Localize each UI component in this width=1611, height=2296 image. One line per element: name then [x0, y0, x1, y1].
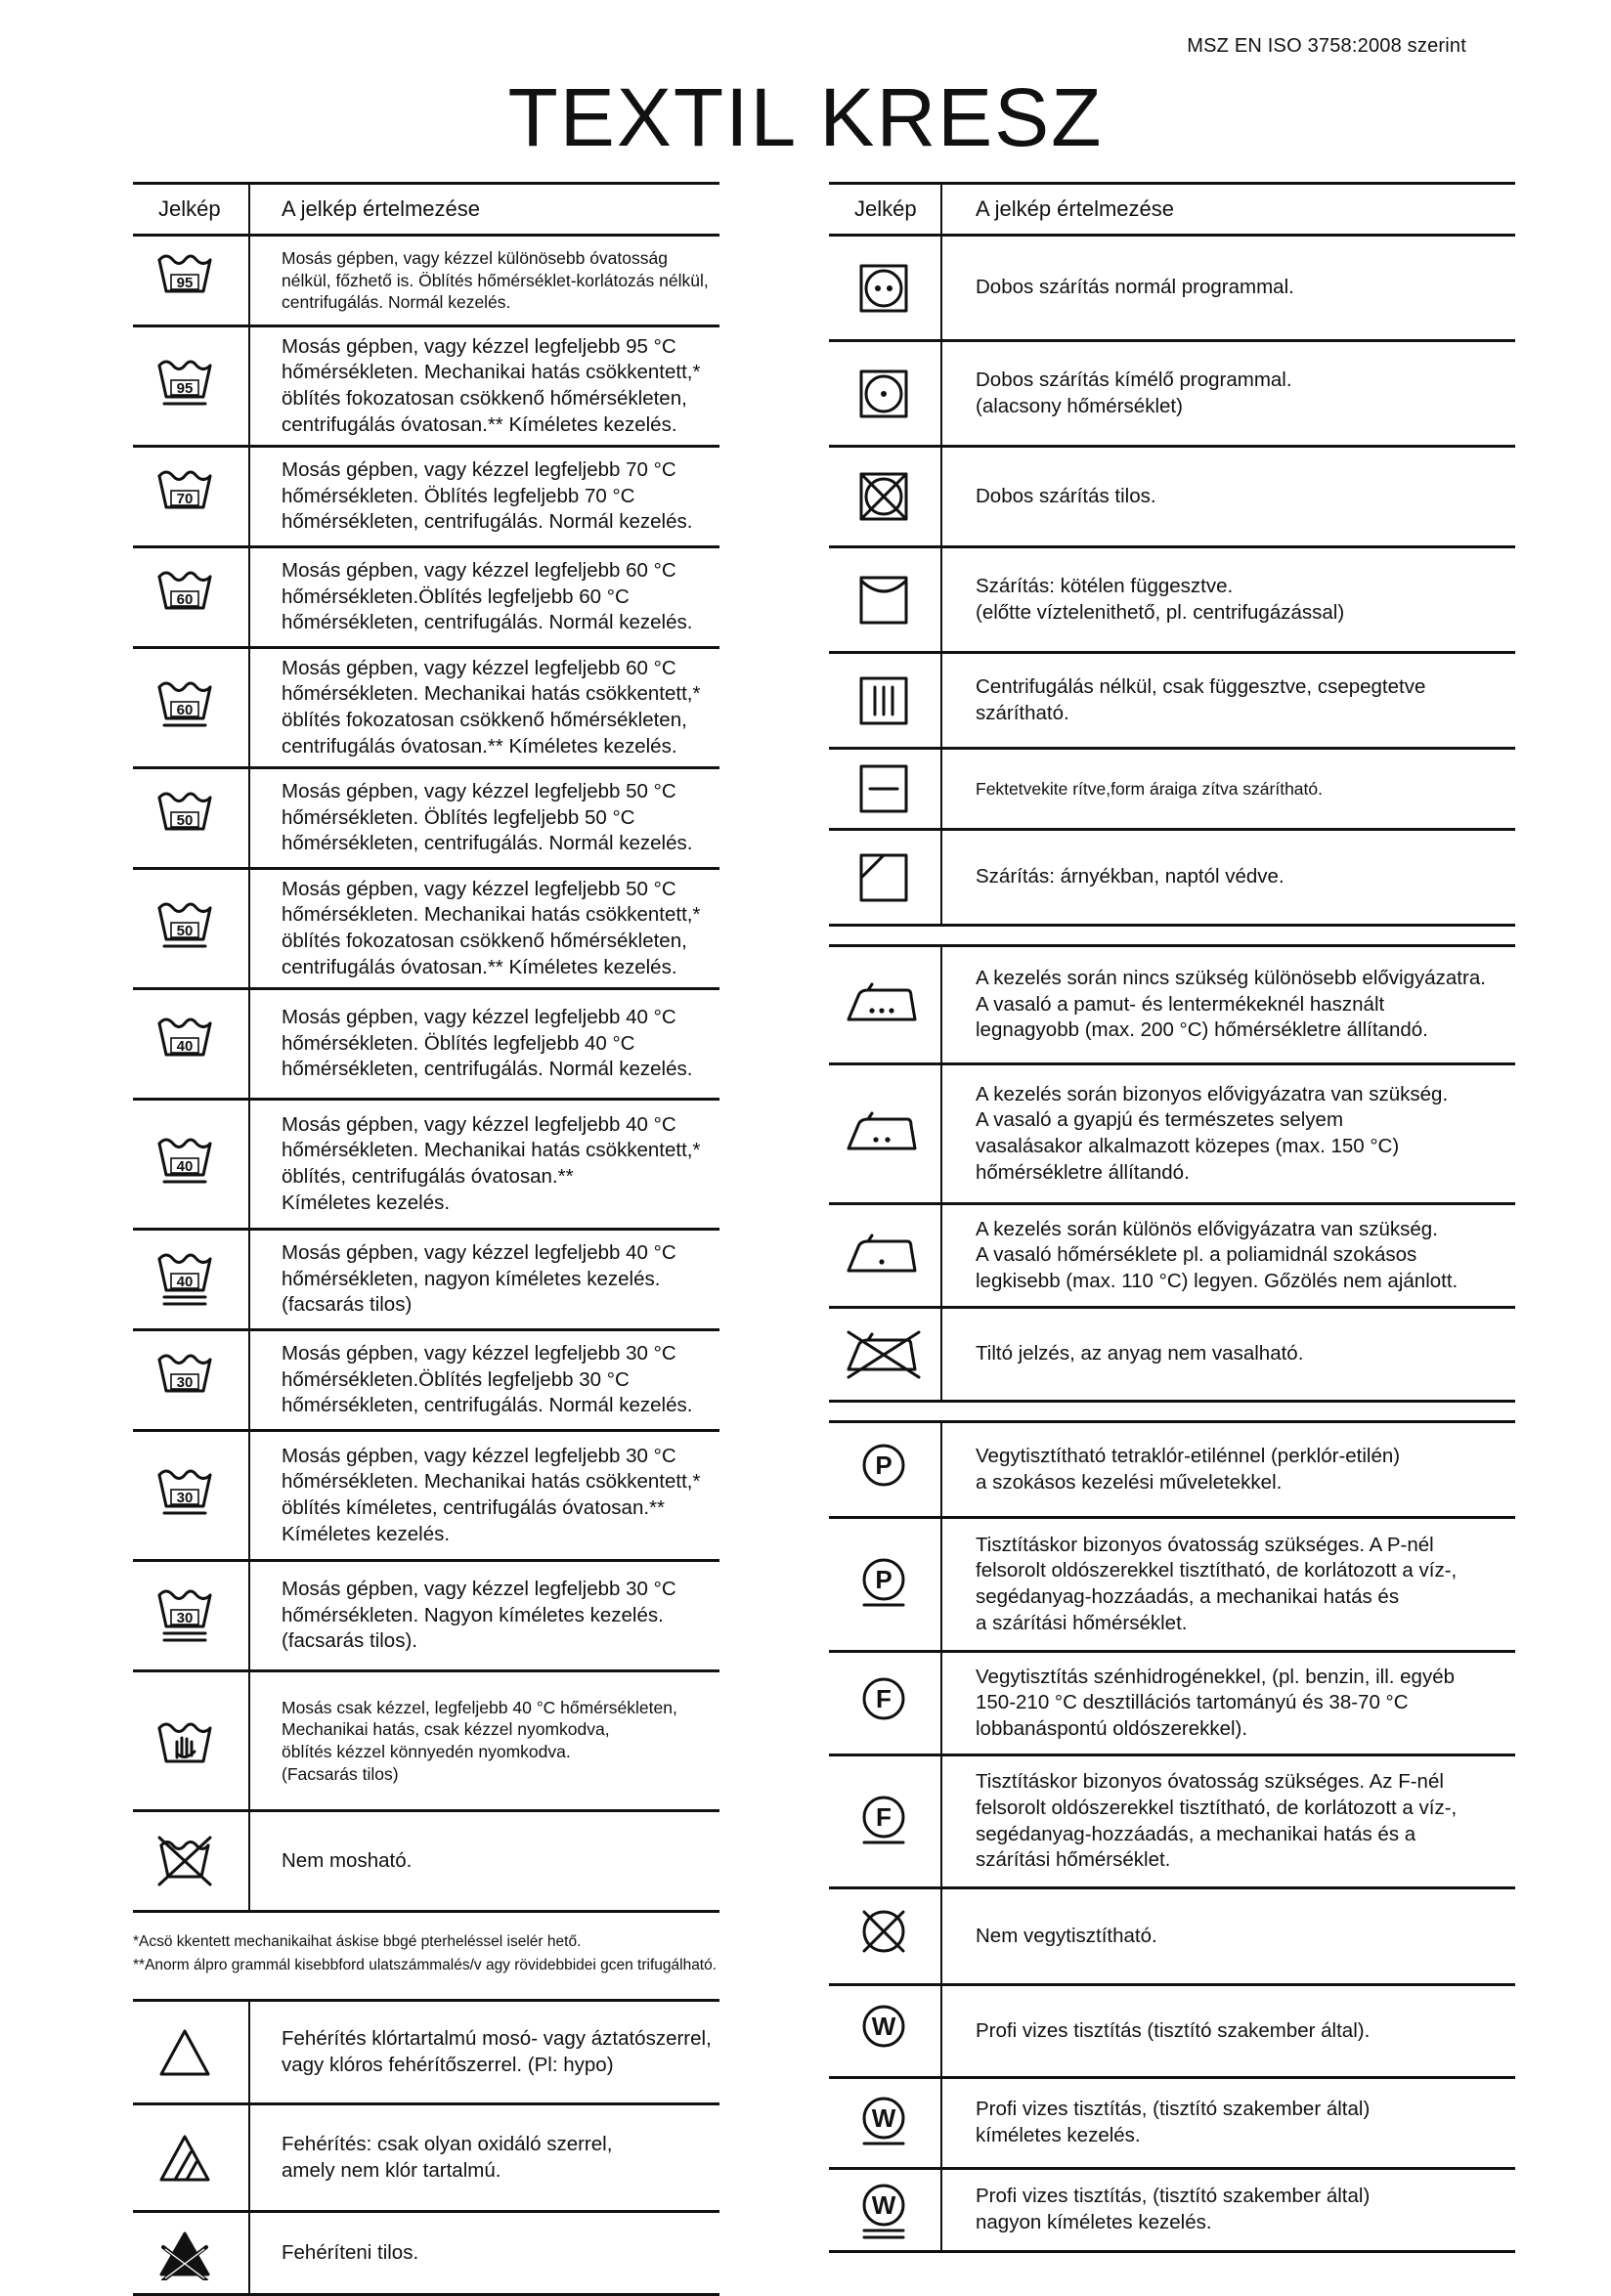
dryclean-f-icon: [829, 1653, 938, 1754]
symbol-description: Mosás gépben, vagy kézzel legfeljebb 60 °C hőmérsékleten.Öblítés legfeljebb 60 °C hőmérsékleten, centrifugálás. Normál kezelés.: [282, 559, 693, 634]
svg-text:30: 30: [176, 1490, 194, 1506]
iron-high-icon: [829, 947, 938, 1062]
table-row: [829, 2170, 1515, 2253]
symbol-description: Mosás gépben, vagy kézzel legfeljebb 30 °C hőmérsékleten. Mechanikai hatás csökkentett,* öblítés kíméletes, centrifugálás óvatosan.** Kíméletes kezelés.: [282, 1444, 701, 1545]
table-row: [133, 1672, 719, 1812]
symbol-description: A kezelés során bizonyos elővigyázatra van szükség. A vasaló a gyapjú és természetes selyem vasalásakor alkalmazott közepes (max. 150 °C) hőmérsékletre állítandó.: [976, 1082, 1449, 1184]
table-row: [133, 448, 719, 548]
symbol-description: Mosás gépben, vagy kézzel legfeljebb 50 °C hőmérsékleten. Öblítés legfeljebb 50 °C hőmérsékleten, centrifugálás. Normál kezelés.: [282, 780, 693, 855]
wash-30-gentle-icon: [133, 1432, 237, 1559]
do-not-tumble-dry-icon: [829, 448, 938, 545]
symbol-description: A kezelés során nincs szükség különösebb elővigyázatra. A vasaló a pamut- és lentermékeknél használt legnagyobb (max. 200 °C) hőmérsékletre állítandó.: [976, 967, 1486, 1042]
table-row: [829, 750, 1515, 831]
tumble-dry-low-icon: [829, 342, 938, 445]
wetclean-w-icon: [829, 1986, 938, 2076]
svg-text:W: W: [871, 2190, 896, 2220]
symbol-description: Mosás gépben, vagy kézzel legfeljebb 40 °C hőmérsékleten. Öblítés legfeljebb 40 °C hőmérsékleten, centrifugálás. Normál kezelés.: [282, 1006, 693, 1081]
header-symbol: Jelkép: [158, 196, 221, 221]
footnotes: *Acsö kkentett mechanikaihat áskise bbgé pterheléssel iselér hető. **Anorm álpro grammál kisebbford ulatszámmalés/v agy rövidebbidei gcen trifugálható.: [133, 1933, 718, 1974]
symbol-description: Profi vizes tisztítás, (tisztító szakember által) nagyon kíméletes kezelés.: [976, 2185, 1371, 2233]
svg-text:P: P: [875, 1450, 893, 1480]
table-row: [829, 1423, 1515, 1519]
table-row: [133, 769, 719, 870]
wetclean-w-very-gentle-icon: [829, 2170, 938, 2250]
table-row: [133, 1101, 719, 1231]
do-not-iron-icon: [829, 1309, 938, 1400]
symbol-description: Mosás gépben, vagy kézzel különösebb óvatosság nélkül, főzhető is. Öblítés hőmérséklet-korlátozás nélkül, centrifugálás. Normál kezelés.: [282, 247, 709, 313]
table-row: [133, 1812, 719, 1913]
svg-text:W: W: [871, 2012, 896, 2041]
iron-medium-icon: [829, 1065, 938, 1202]
wash-30-very-gentle-icon: [133, 1562, 237, 1669]
svg-text:30: 30: [176, 1610, 194, 1626]
wash-40-very-gentle-icon: [133, 1231, 237, 1328]
do-not-dryclean-icon: [829, 1889, 938, 1983]
table-row: [829, 1889, 1515, 1986]
symbol-description: Centrifugálás nélkül, csak függesztve, csepegtetve szárítható.: [976, 674, 1426, 724]
table-row: [133, 548, 719, 649]
svg-text:40: 40: [176, 1038, 194, 1055]
symbol-description: Nem vegytisztítható.: [976, 1924, 1157, 1947]
symbol-description: Mosás csak kézzel, legfeljebb 40 °C hőmérsékleten, Mechanikai hatás, csak kézzel nyomkodva, öblítés kézzel könnyedén nyomkodva. (Facsarás tilos): [282, 1697, 677, 1784]
table-row: [133, 2105, 719, 2213]
svg-text:95: 95: [176, 275, 194, 291]
dryclean-f-gentle-icon: [829, 1756, 938, 1886]
dry-flat-icon: [829, 750, 938, 828]
symbol-description: Fehérítés klórtartalmú mosó- vagy áztatószerrel, vagy klóros fehérítőszerrel. (Pl: hypo): [282, 2026, 712, 2076]
table-row: [133, 870, 719, 990]
table-row: [829, 1065, 1515, 1205]
svg-text:W: W: [871, 2103, 896, 2133]
symbol-description: Mosás gépben, vagy kézzel legfeljebb 95 °C hőmérsékleten. Mechanikai hatás csökkentett,* öblítés fokozatosan csökkenő hőmérsékleten, centrifugálás óvatosan.** Kíméletes kezelés.: [282, 334, 701, 436]
header-meaning: A jelkép értelmezése: [282, 196, 480, 221]
svg-text:70: 70: [176, 491, 194, 507]
symbol-description: Mosás gépben, vagy kézzel legfeljebb 40 °C hőmérsékleten, nagyon kíméletes kezelés. (facsarás tilos): [282, 1241, 676, 1317]
table-row: [829, 1519, 1515, 1653]
standard-reference: MSZ EN ISO 3758:2008 szerint: [1187, 35, 1466, 57]
svg-text:50: 50: [176, 923, 194, 939]
wash-30-icon: [133, 1331, 237, 1429]
page-title: TEXTIL KRESZ: [507, 71, 1104, 163]
symbol-description: Dobos szárítás tilos.: [976, 484, 1156, 507]
table-row: [829, 654, 1515, 750]
do-not-bleach-icon: [133, 2213, 237, 2293]
svg-text:P: P: [875, 1565, 893, 1594]
wash-50-icon: [133, 769, 237, 867]
table-row: [829, 2079, 1515, 2170]
table-row: [133, 237, 719, 327]
symbol-description: Tiltó jelzés, az anyag nem vasalható.: [976, 1342, 1304, 1365]
svg-text:30: 30: [176, 1374, 194, 1391]
symbol-description: Mosás gépben, vagy kézzel legfeljebb 60 °C hőmérsékleten. Mechanikai hatás csökkentett,* öblítés fokozatosan csökkenő hőmérsékleten, centrifugálás óvatosan.** Kíméletes kezelés.: [282, 656, 701, 758]
symbol-description: Nem mosható.: [282, 1848, 413, 1872]
tumble-dry-normal-icon: [829, 237, 938, 339]
table-row: [133, 1231, 719, 1331]
table-row: [829, 548, 1515, 654]
wash-40-icon: [133, 990, 237, 1098]
symbol-description: Mosás gépben, vagy kézzel legfeljebb 30 °C hőmérsékleten. Nagyon kíméletes kezelés. (facsarás tilos).: [282, 1578, 676, 1653]
do-not-wash-icon: [133, 1812, 237, 1910]
symbol-description: Profi vizes tisztítás, (tisztító szakember által) kíméletes kezelés.: [976, 2098, 1371, 2146]
symbol-description: Szárítás: árnyékban, naptól védve.: [976, 865, 1284, 888]
header-symbol: Jelkép: [854, 196, 917, 221]
table-row: [133, 1331, 719, 1432]
symbol-description: Dobos szárítás kímélő programmal. (alacsony hőmérséklet): [976, 368, 1292, 417]
bleach-oxygen-only-icon: [133, 2105, 237, 2210]
dryclean-p-icon: [829, 1423, 938, 1516]
svg-text:95: 95: [176, 380, 194, 397]
symbol-description: Profi vizes tisztítás (tisztító szakember által).: [976, 2018, 1371, 2042]
table-row: [829, 1756, 1515, 1889]
symbol-description: Fehéríteni tilos.: [282, 2240, 419, 2264]
symbol-description: Dobos szárítás normál programmal.: [976, 276, 1294, 299]
symbol-description: A kezelés során különös elővigyázatra van szükség. A vasaló hőmérséklete pl. a poliamidnál szokásos legkisebb (max. 110 °C) legyen. Gőzölés nem ajánlott.: [976, 1217, 1459, 1292]
table-row: [133, 2213, 719, 2296]
left-column: [133, 182, 719, 2296]
header-meaning: A jelkép értelmezése: [976, 196, 1174, 221]
wash-95-gentle-icon: [133, 327, 237, 445]
wash-60-gentle-icon: [133, 649, 237, 766]
table-row: [829, 831, 1515, 927]
table-row: [133, 1432, 719, 1562]
table-row: [829, 947, 1515, 1065]
iron-low-icon: [829, 1205, 938, 1306]
svg-text:F: F: [876, 1683, 892, 1713]
table-row: [133, 327, 719, 448]
hand-wash-icon: [133, 1672, 237, 1809]
drip-dry-icon: [829, 654, 938, 747]
symbol-description: Fehérítés: csak olyan oxidáló szerrel, amely nem klór tartalmú.: [282, 2132, 613, 2182]
symbol-description: Mosás gépben, vagy kézzel legfeljebb 50 °C hőmérsékleten. Mechanikai hatás csökkentett,* öblítés fokozatosan csökkenő hőmérsékleten, centrifugálás óvatosan.** Kíméletes kezelés.: [282, 877, 701, 978]
svg-text:40: 40: [176, 1158, 194, 1175]
symbol-description: Mosás gépben, vagy kézzel legfeljebb 30 °C hőmérsékleten.Öblítés legfeljebb 30 °C hőmérsékleten, centrifugálás. Normál kezelés.: [282, 1342, 693, 1417]
dryclean-p-gentle-icon: [829, 1519, 938, 1650]
symbol-description: Tisztításkor bizonyos óvatosság szükséges. A P-nél felsorolt oldószerekkel tisztítható, de korlátozott a víz-, segédanyag-hozzáadás, a mechanikai hatás és a szárítási hőmérséklet.: [976, 1533, 1458, 1634]
svg-text:60: 60: [176, 591, 194, 608]
table-row: [829, 448, 1515, 548]
table-row: [133, 649, 719, 769]
symbol-description: Fektetvekite rítve,form áraiga zítva szárítható.: [976, 778, 1323, 799]
svg-text:F: F: [876, 1801, 892, 1832]
table-row: [133, 2002, 719, 2105]
symbol-description: Mosás gépben, vagy kézzel legfeljebb 40 °C hőmérsékleten. Mechanikai hatás csökkentett,* öblítés, centrifugálás óvatosan.** Kíméletes kezelés.: [282, 1112, 701, 1214]
symbol-description: Mosás gépben, vagy kézzel legfeljebb 70 °C hőmérsékleten. Öblítés legfeljebb 70 °C hőmérsékleten, centrifugálás. Normál kezelés.: [282, 458, 693, 534]
line-dry-icon: [829, 548, 938, 651]
table-row: [829, 237, 1515, 342]
symbol-description: Vegytisztítható tetraklór-etilénnel (perklór-etilén) a szokásos kezelési műveletekkel.: [976, 1444, 1401, 1494]
left-table-header: [133, 182, 719, 237]
right-column: [829, 182, 1515, 2253]
symbol-description: Tisztításkor bizonyos óvatosság szükséges. Az F-nél felsorolt oldószerekkel tisztítható, de korlátozott a víz-, segédanyag-hozzáadás, a mechanikai hatás és a szárítási hőmérséklet.: [976, 1770, 1458, 1872]
table-row: [133, 990, 719, 1101]
svg-text:40: 40: [176, 1274, 194, 1290]
wash-70-icon: [133, 448, 237, 545]
table-row: [133, 1562, 719, 1672]
svg-text:60: 60: [176, 702, 194, 718]
wash-50-gentle-icon: [133, 870, 237, 987]
bleach-any-icon: [133, 2002, 237, 2102]
wash-40-gentle-icon: [133, 1101, 237, 1228]
table-row: [829, 1205, 1515, 1309]
symbol-description: Vegytisztítás szénhidrogénekkel, (pl. benzin, ill. egyéb 150-210 °C desztillációs tartományú és 38-70 °C lobbanáspontú oldószerekkel).: [976, 1665, 1455, 1740]
table-row: [829, 342, 1515, 448]
dry-in-shade-icon: [829, 831, 938, 924]
right-table-header: [829, 182, 1515, 237]
table-row: [829, 1653, 1515, 1756]
symbol-description: Szárítás: kötélen függesztve. (előtte víztelenithető, pl. centrifugázással): [976, 574, 1345, 624]
wash-95-icon: [133, 237, 237, 325]
table-row: [829, 1309, 1515, 1403]
svg-text:50: 50: [176, 812, 194, 829]
table-row: [829, 1986, 1515, 2079]
wetclean-w-gentle-icon: [829, 2079, 938, 2167]
wash-60-icon: [133, 548, 237, 646]
